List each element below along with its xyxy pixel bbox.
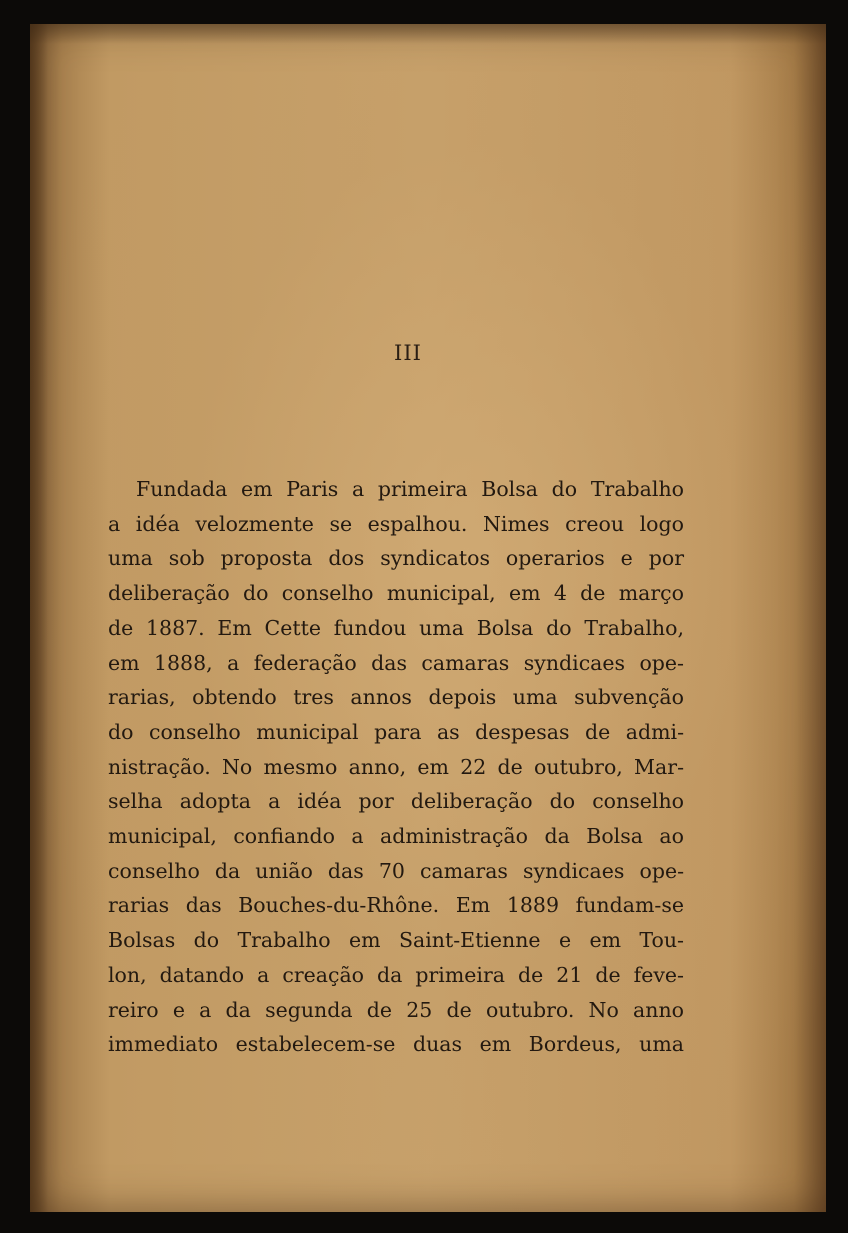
paragraph-line: a idéa velozmente se espalhou. Nimes creou logo: [108, 511, 684, 536]
paragraph-line: deliberação do conselho municipal, em 4 de março: [108, 581, 684, 606]
paragraph-line: uma sob proposta dos syndicatos operarios e por: [108, 546, 684, 571]
paragraph-line: selha adopta a idéa por deliberação do conselho: [108, 789, 684, 814]
book-page: [30, 24, 826, 1212]
body-paragraph: [108, 472, 684, 1062]
paragraph-line: do conselho municipal para as despesas de admi-: [108, 719, 684, 744]
chapter-heading: III: [394, 341, 422, 365]
paragraph-line: Fundada em Paris a primeira Bolsa do Trabalho: [136, 477, 684, 501]
paragraph-line: em 1888, a federação das camaras syndicaes ope-: [108, 650, 684, 675]
paragraph-line: lon, datando a creação da primeira de 21 de feve-: [108, 962, 684, 987]
paragraph-line: municipal, confiando a administração da Bolsa ao: [108, 824, 684, 849]
paragraph-line: immediato estabelecem-se duas em Bordeus, uma: [108, 1032, 684, 1057]
paragraph-line: conselho da união das 70 camaras syndicaes ope-: [108, 858, 684, 883]
paragraph-line: rarias, obtendo tres annos depois uma subvenção: [108, 685, 684, 710]
paragraph-line: nistração. No mesmo anno, em 22 de outubro, Mar-: [108, 754, 684, 779]
paragraph-line: rarias das Bouches-du-Rhône. Em 1889 fundam-se: [108, 893, 684, 918]
paragraph-line: de 1887. Em Cette fundou uma Bolsa do Trabalho,: [108, 615, 684, 640]
paragraph-line: Bolsas do Trabalho em Saint-Etienne e em Tou-: [108, 928, 684, 953]
paragraph-line: reiro e a da segunda de 25 de outubro. No anno: [108, 997, 684, 1022]
